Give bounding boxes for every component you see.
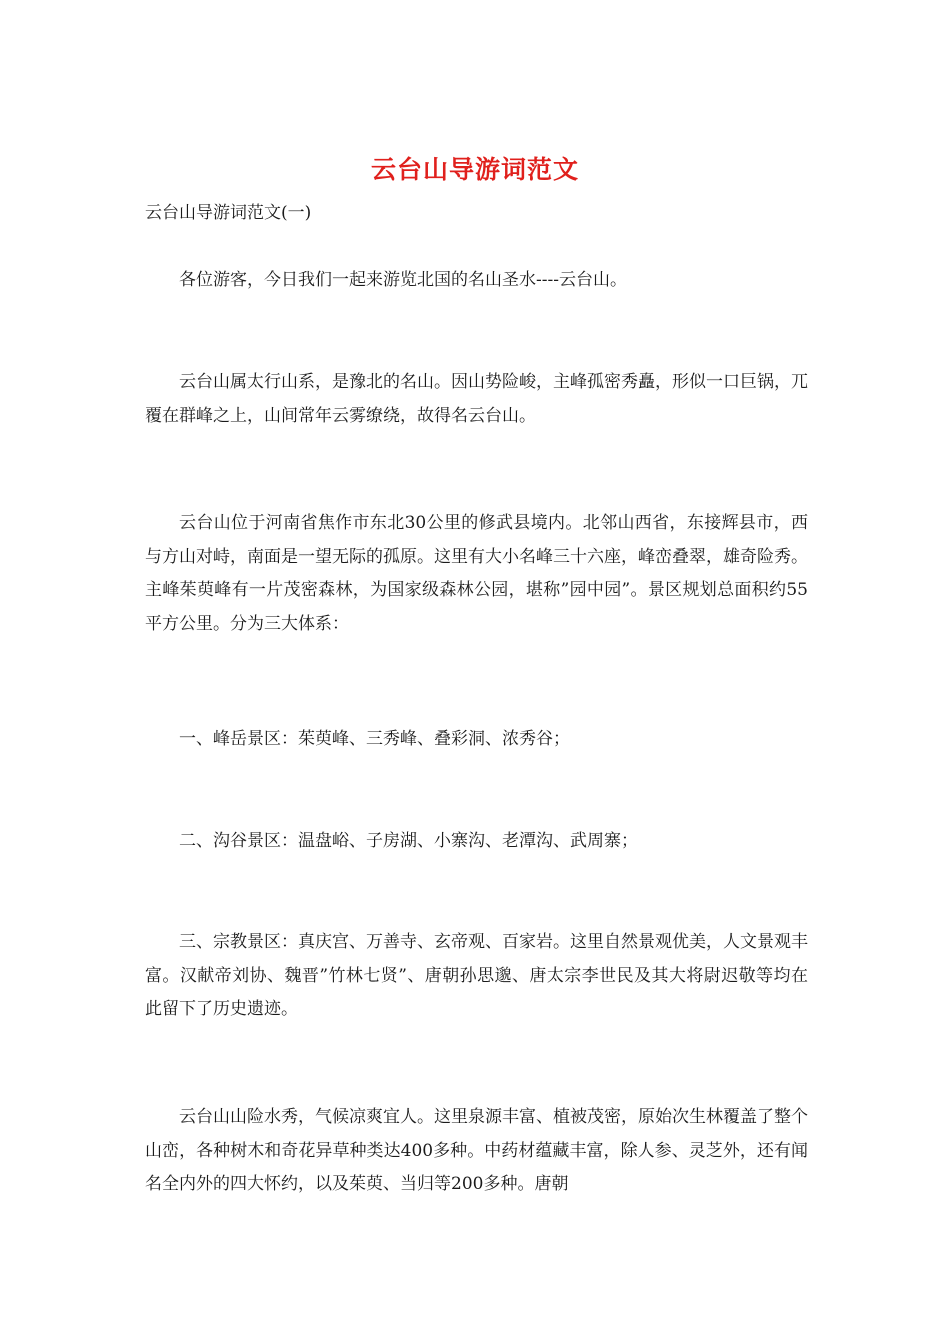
paragraph-valley-area: 二、沟谷景区：温盘峪、子房湖、小寨沟、老潭沟、武周寨； [179, 831, 638, 851]
paragraph-intro: 各位游客，今日我们一起来游览北国的名山圣水----云台山。 [179, 270, 627, 290]
paragraph-climate-flora: 云台山山险水秀，气候凉爽宜人。这里泉源丰富、植被茂密，原始次生林覆盖了整个山峦，各种树木和奇花异草种类达400多种。中药材蕴藏丰富，除人参、灵芝外，还有闻名全内外的四大怀约，以及茱萸、当归等200多种。唐朝 [145, 1107, 808, 1194]
paragraph-peak-area: 一、峰岳景区：茱萸峰、三秀峰、叠彩洞、浓秀谷； [179, 729, 570, 749]
document-subtitle: 云台山导游词范文(一) [145, 203, 312, 223]
paragraph-religion-area: 三、宗教景区：真庆宫、万善寺、玄帝观、百家岩。这里自然景观优美，人文景观丰富。汉献帝刘协、魏晋”竹林七贤”、唐朝孙思邈、唐太宗李世民及其大将尉迟敬等均在此留下了历史遗迹。 [145, 932, 808, 1019]
paragraph-location: 云台山位于河南省焦作市东北30公里的修武县境内。北邻山西省，东接辉县市，西与方山对峙，南面是一望无际的孤原。这里有大小名峰三十六座，峰峦叠翠，雄奇险秀。主峰茱萸峰有一片茂密森林，为国家级森林公园，堪称”园中园”。景区规划总面积约55平方公里。分为三大体系： [145, 513, 808, 634]
paragraph-name-origin: 云台山属太行山系，是豫北的名山。因山势险峻，主峰孤密秀矗，形似一口巨锅，兀覆在群峰之上，山间常年云雾缭绕，故得名云台山。 [145, 372, 808, 426]
document-title: 云台山导游词范文 [370, 155, 579, 184]
